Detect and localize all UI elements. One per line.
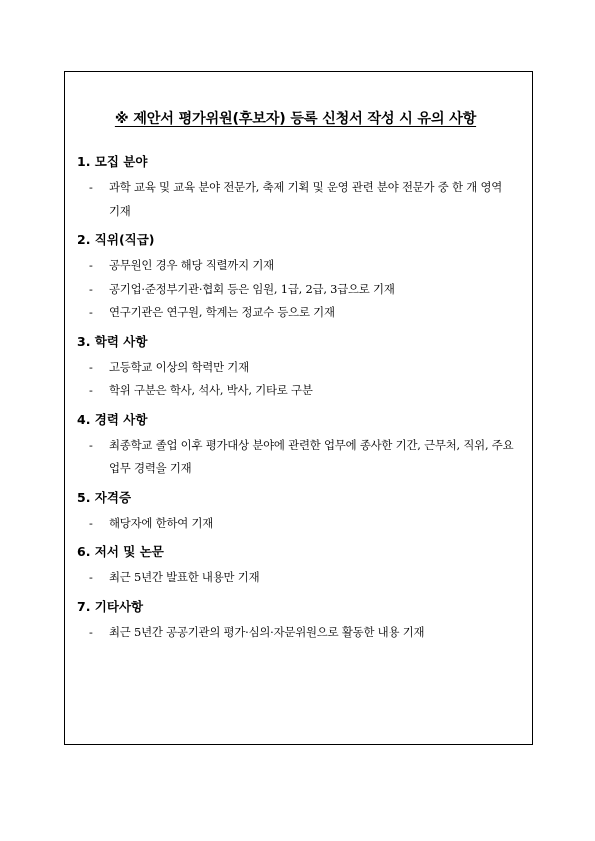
notice-box: [64, 71, 533, 745]
list-item: [77, 621, 514, 645]
bullet-dash: -: [89, 437, 93, 452]
item-text: 학위 구분은 학사, 석사, 박사, 기타로 구분: [109, 383, 313, 397]
item-text: 공무원인 경우 해당 직렬까지 기재: [109, 258, 274, 272]
section-recruitment-field: [77, 153, 514, 223]
list-item: [77, 434, 514, 481]
section-heading: 7. 기타사항: [77, 598, 144, 614]
item-text: 해당자에 한하여 기재: [109, 515, 214, 530]
bullet-dash: -: [89, 180, 93, 194]
section-publications: [77, 543, 514, 590]
section-certificates: [77, 489, 514, 536]
section-position: [77, 231, 514, 325]
list-item: [77, 254, 514, 278]
section-career: [77, 411, 514, 481]
list-item: [77, 176, 514, 223]
section-heading: 4. 경력 사항: [77, 411, 148, 427]
section-heading: 6. 저서 및 논문: [77, 544, 164, 559]
bullet-dash: -: [89, 624, 93, 639]
document-title: ※ 제안서 평가위원(후보자) 등록 신청서 작성 시 유의 사항: [114, 111, 477, 127]
section-heading: 3. 학력 사항: [77, 333, 148, 349]
list-item: [77, 566, 514, 590]
bullet-dash: -: [89, 383, 93, 397]
list-item: [77, 379, 514, 403]
item-text: 최종학교 졸업 이후 평가대상 분야에 관련한 업무에 종사한 기간, 근무처, 직위, 주요업무 경력을 기재: [109, 437, 514, 475]
list-item: [77, 512, 514, 536]
bullet-dash: -: [89, 570, 93, 584]
item-text: 공기업·준정부기관·협회 등은 임원, 1급, 2급, 3급으로 기재: [109, 281, 395, 296]
section-heading: 2. 직위(직급): [77, 232, 155, 247]
item-text: 최근 5년간 공공기관의 평가·심의·자문위원으로 활동한 내용 기재: [109, 624, 425, 639]
item-text: 과학 교육 및 교육 분야 전문가, 축제 기획 및 운영 관련 분야 전문가 중 한 개 영역 기재: [109, 180, 503, 218]
item-text: 최근 5년간 발표한 내용만 기재: [109, 570, 260, 584]
bullet-dash: -: [89, 515, 93, 530]
bullet-dash: -: [89, 305, 93, 319]
sections-list: [77, 153, 514, 644]
list-item: [77, 301, 514, 325]
bullet-dash: -: [89, 258, 93, 272]
section-education: [77, 333, 514, 403]
section-heading: 5. 자격증: [77, 489, 132, 505]
list-item: [77, 356, 514, 380]
list-item: [77, 278, 514, 302]
item-text: 연구기관은 연구원, 학계는 정교수 등으로 기재: [109, 305, 335, 319]
section-other: [77, 598, 514, 645]
bullet-dash: -: [89, 281, 93, 296]
bullet-dash: -: [89, 359, 93, 374]
section-heading: 1. 모집 분야: [77, 154, 148, 169]
item-text: 고등학교 이상의 학력만 기재: [109, 359, 249, 374]
